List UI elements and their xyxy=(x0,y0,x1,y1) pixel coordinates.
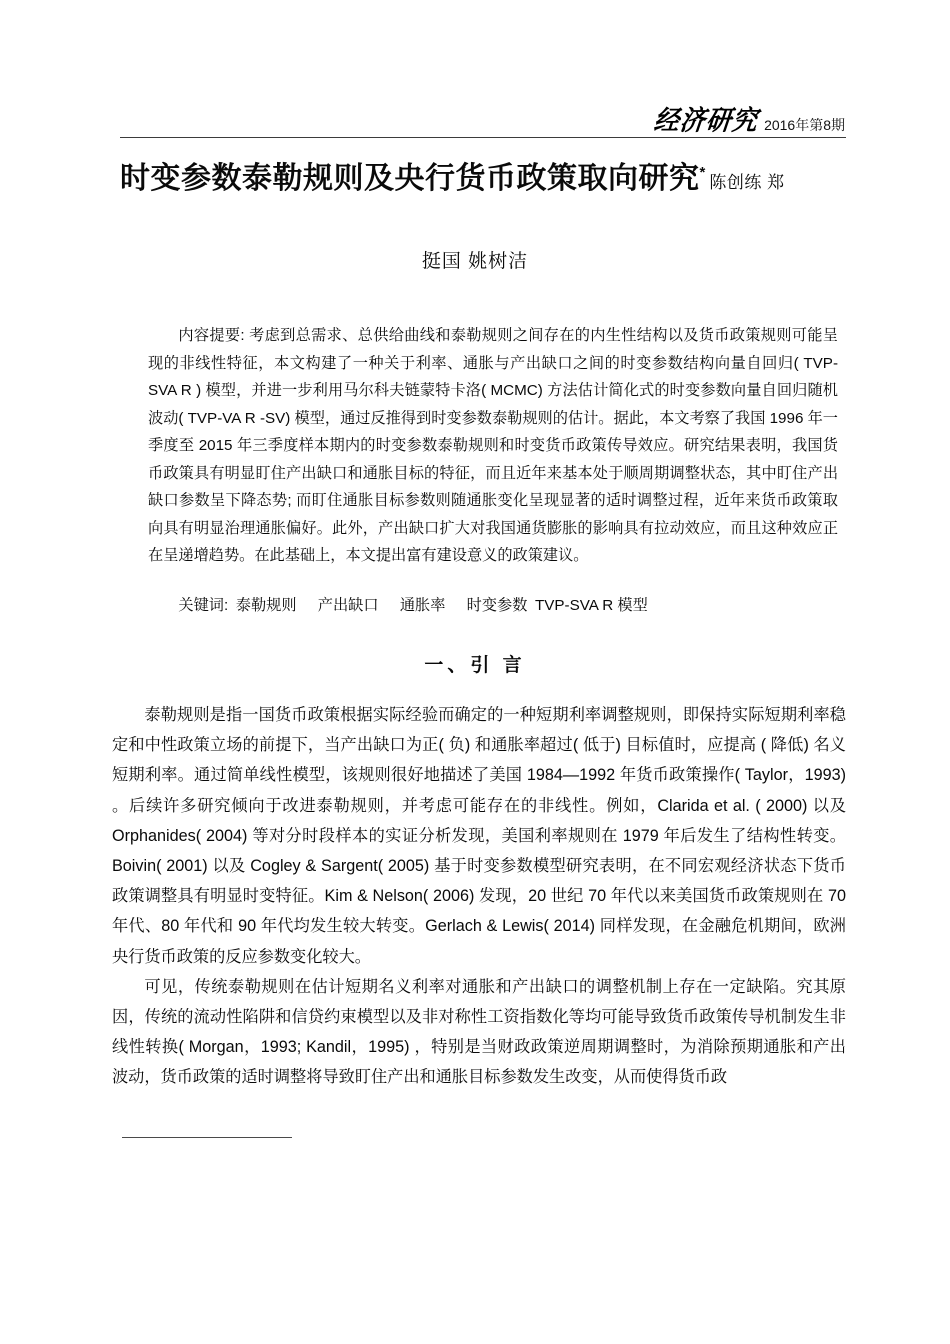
keyword-item: 通胀率 xyxy=(399,597,446,614)
masthead xyxy=(120,104,845,137)
keyword-item: 泰勒规则 xyxy=(235,597,297,614)
authors-inline: 陈创练 郑 xyxy=(709,173,785,192)
keyword-item: 产出缺口 xyxy=(317,597,379,614)
body-paragraph: 可见，传统泰勒规则在估计短期名义利率对通胀和产出缺口的调整机制上存在一定缺陷。究其原因，传统的流动性陷阱和信贷约束模型以及非对称性工资指数化等均可能导致货币政策传导机制发生非线性转换( Morgan，1993; Kandil，1995) ，特别是当财政政策逆周期调整时，为消除预期通胀和产出波动，货币政策的适时调整将导致盯住产出和通胀目标参数发生改变，从而使得货币政 xyxy=(112,977,846,1087)
authors-second-line: 挺国 姚树洁 xyxy=(421,251,529,272)
keywords-line xyxy=(148,592,838,620)
abstract-block xyxy=(148,322,838,570)
keywords-label: 关键词: xyxy=(178,597,229,614)
issue-label: 2016年第8期 xyxy=(764,117,845,133)
keyword-item: 时变参数 xyxy=(466,597,528,614)
abstract-text: 内容提要: 考虑到总需求、总供给曲线和泰勒规则之间存在的内生性结构以及货币政策规则可能呈现的非线性特征，本文构建了一种关于利率、通胀与产出缺口之间的时变参数结构向量自回归( TVP-SVA R ) 模型，并进一步利用马尔科夫链蒙特卡洛( MCMC) 方法估计简化式的时变参数向量自回归随机波动( TVP-VA R -SV) 模型，通过反推得到时变参数泰勒规则的估计。据此，本文考察了我国 1996 年一季度至 2015 年三季度样本期内的时变参数泰勒规则和时变货币政策传导效应。研究结果表明，我国货币政策具有明显盯住产出缺口和通胀目标的特征，而且近年来基本处于顺周期调整状态，其中盯住产出缺口参数呈下降态势; 而盯住通胀目标参数则随通胀变化呈现显著的适时调整过程，近年来货币政策取向具有明显治理通胀偏好。此外，产出缺口扩大对我国通货膨胀的影响具有拉动效应，而且这种效应正在呈递增趋势。在此基础上，本文提出富有建设意义的政策建议。 xyxy=(148,327,838,564)
article-title-line xyxy=(120,160,846,198)
journal-logo: 经济研究 xyxy=(652,106,760,137)
body-content xyxy=(112,700,846,1093)
section-heading-introduction: 一、引 言 xyxy=(424,655,526,676)
footnote-divider xyxy=(122,1137,292,1138)
masthead-divider xyxy=(120,137,846,138)
title-footnote-marker: * xyxy=(699,164,706,181)
page-title: 时变参数泰勒规则及央行货币政策取向研究 xyxy=(120,162,700,195)
body-paragraph: 泰勒规则是指一国货币政策根据实际经验而确定的一种短期利率调整规则，即保持实际短期利率稳定和中性政策立场的前提下，当产出缺口为正( 负) 和通胀率超过( 低于) 目标值时，应提高 ( 降低) 名义短期利率。通过简单线性模型，该规则很好地描述了美国 1984—1992 年货币政策操作( Taylor，1993) 。后续许多研究倾向于改进泰勒规则，并考虑可能存在的非线性。例如，Clarida et al. ( 2000) 以及 Orphanides( 2004) 等对分时段样本的实证分析发现，美国利率规则在 1979 年后发生了结构性转变。Boivin( 2001) 以及 Cogley & Sargent( 2005) 基于时变参数模型研究表明，在不同宏观经济状态下货币政策调整具有明显时变特征。Kim & Nelson( 2006) 发现，20 世纪 70 年代以来美国货币政策规则在 70 年代、80 年代和 90 年代均发生较大转变。Gerlach & Lewis( 2014) 同样发现，在金融危机期间，欧洲央行货币政策的反应参数变化较大。 xyxy=(112,706,846,966)
keyword-item: TVP-SVA R 模型 xyxy=(534,597,648,614)
